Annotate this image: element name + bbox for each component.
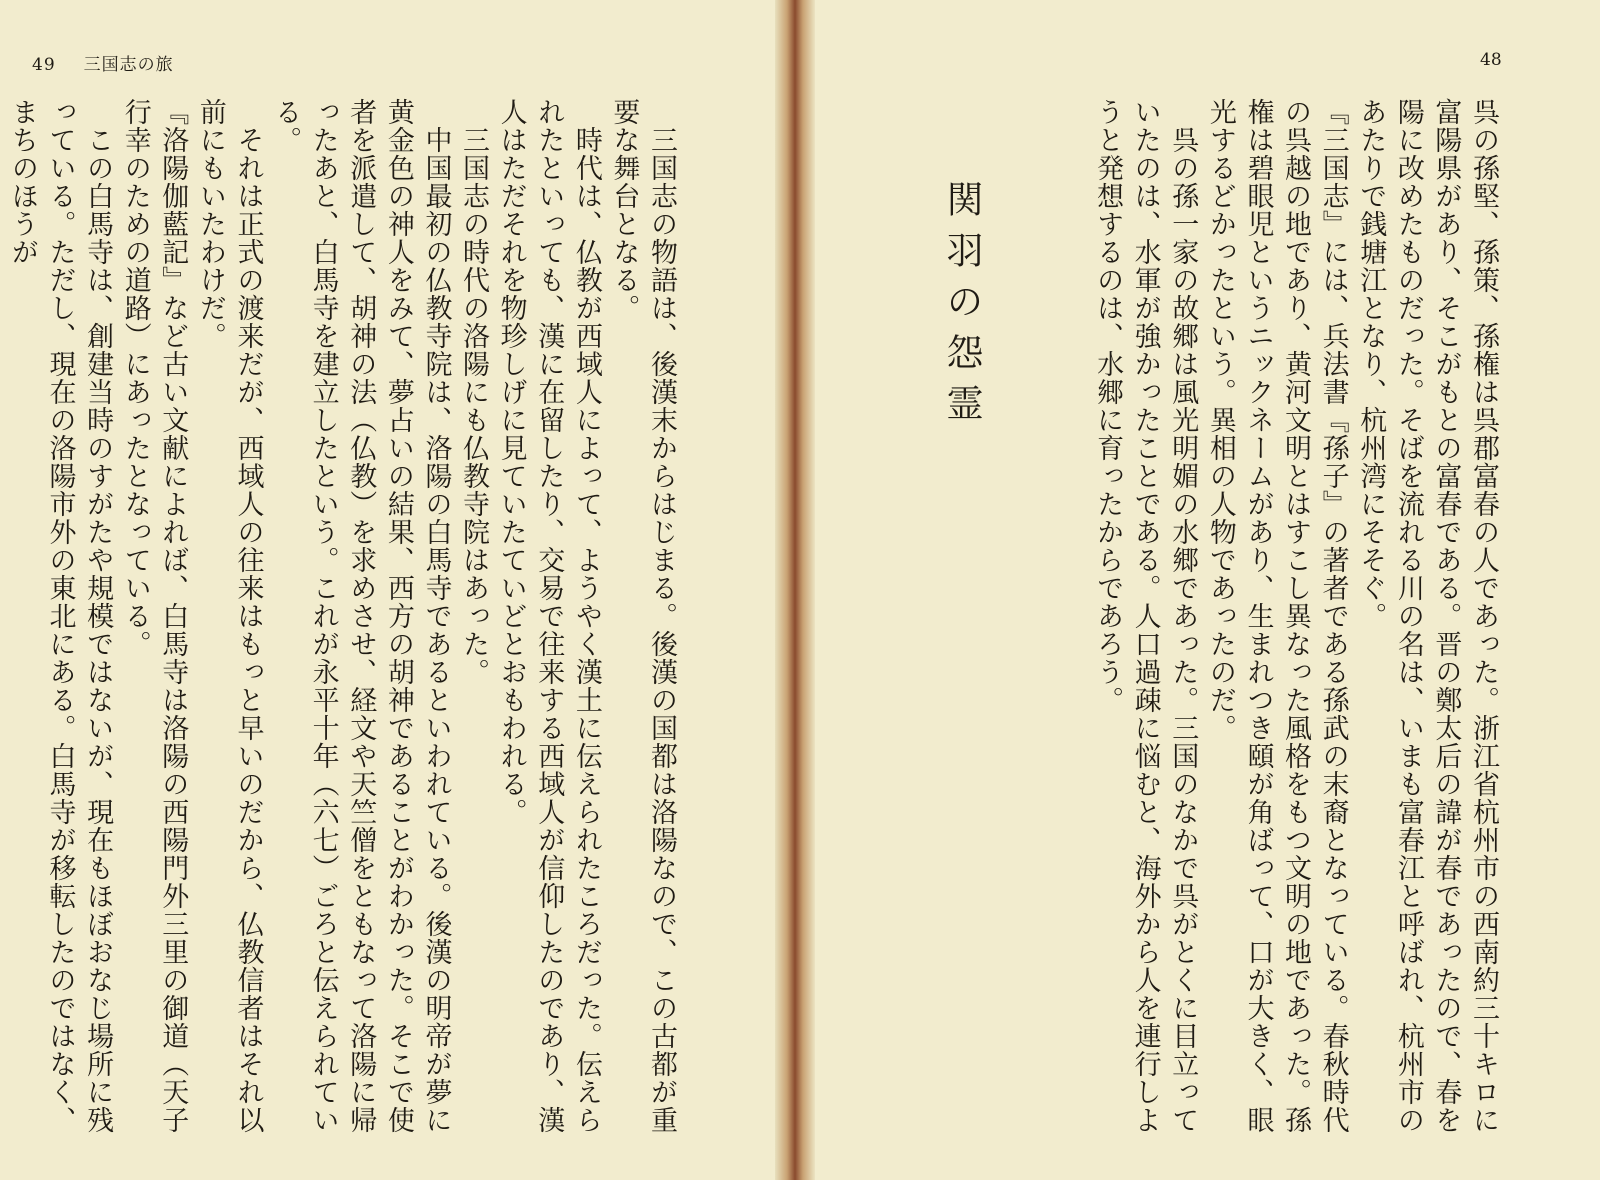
left-page-body [3,98,680,1138]
book-gutter [775,0,815,1180]
section-heading: 関羽の怨霊 [940,180,983,435]
paragraph: 『洛陽伽藍記』など古い文献によれば、白馬寺は洛陽の西陽門外三里の御道（天子行幸のための道路）にあったとなっている。 [119,98,189,1134]
paragraph: この白馬寺は、創建当時のすがたや規模ではないが、現在もほぼおなじ場所に残っている。ただし、現在の洛陽市外の東北にある。白馬寺が移転したのではなく、まちのほうが [6,98,114,1134]
right-page-number: 48 [1480,50,1502,70]
paragraph: 中国最初の仏教寺院は、洛陽の白馬寺であるといわれている。後漢の明帝が夢に黄金色の神人をみて、夢占いの結果、西方の胡神であることがわかった。そこで使者を派遣して、胡神の法（仏教）を求めさせ、経文や天竺僧をともなって洛陽に帰ったあと、白馬寺を建立したという。これが永平十年（六七）ごろと伝えられている。 [270,98,452,1134]
paragraph: 『三国志』には、兵法書『孫子』の著者である孫武の末裔となっている。春秋時代の呉越の地であり、黄河文明とはすこし異なった風格をもつ文明の地であった。孫権は碧眼児というニックネームがあり、生まれつき頤が角ばって、口が大きく、眼光するどかったという。異相の人物であったのだ。 [1204,98,1349,1134]
paragraph: 三国志の物語は、後漢末からはじまる。後漢の国都は洛陽なので、この古都が重要な舞台となる。 [608,98,677,1134]
paragraph: 呉の孫一家の故郷は風光明媚の水郷であった。三国のなかで呉がとくに目立っていたのは、水軍が強かったことである。人口過疎に悩むと、海外から人を連行しようと発想するのは、水郷に育ったからであろう。 [1092,98,1199,1134]
paragraph: それは正式の渡来だが、西域人の往来はもっと早いのだから、仏教信者はそれ以前にもいたわけだ。 [194,98,264,1134]
running-head: 三国志の旅 [83,55,174,75]
paragraph: 呉の孫堅、孫策、孫権は呉郡富春の人であった。浙江省杭州市の西南約三十キロに富陽県があり、そこがもとの富春である。晋の鄭太后の諱が春であったので、春を陽に改めたものだった。そばを流れる川の名は、いまも富春江と呼ばれ、杭州市のあたりで銭塘江となり、杭州湾にそそぐ。 [1355,98,1499,1134]
paragraph: 三国志の時代の洛陽にも仏教寺院はあった。 [458,98,490,686]
right-page-body [1088,98,1502,1138]
left-page-header [32,50,174,75]
paragraph: 時代は、仏教が西域人によって、ようやく漢土に伝えられたころだった。伝えられたといっても、漢に在留したり、交易で往来する西域人が信仰したのであり、漢人はただそれを物珍しげに見ていたていどとおもわれる。 [495,98,602,1134]
left-page-number: 49 [32,55,56,75]
